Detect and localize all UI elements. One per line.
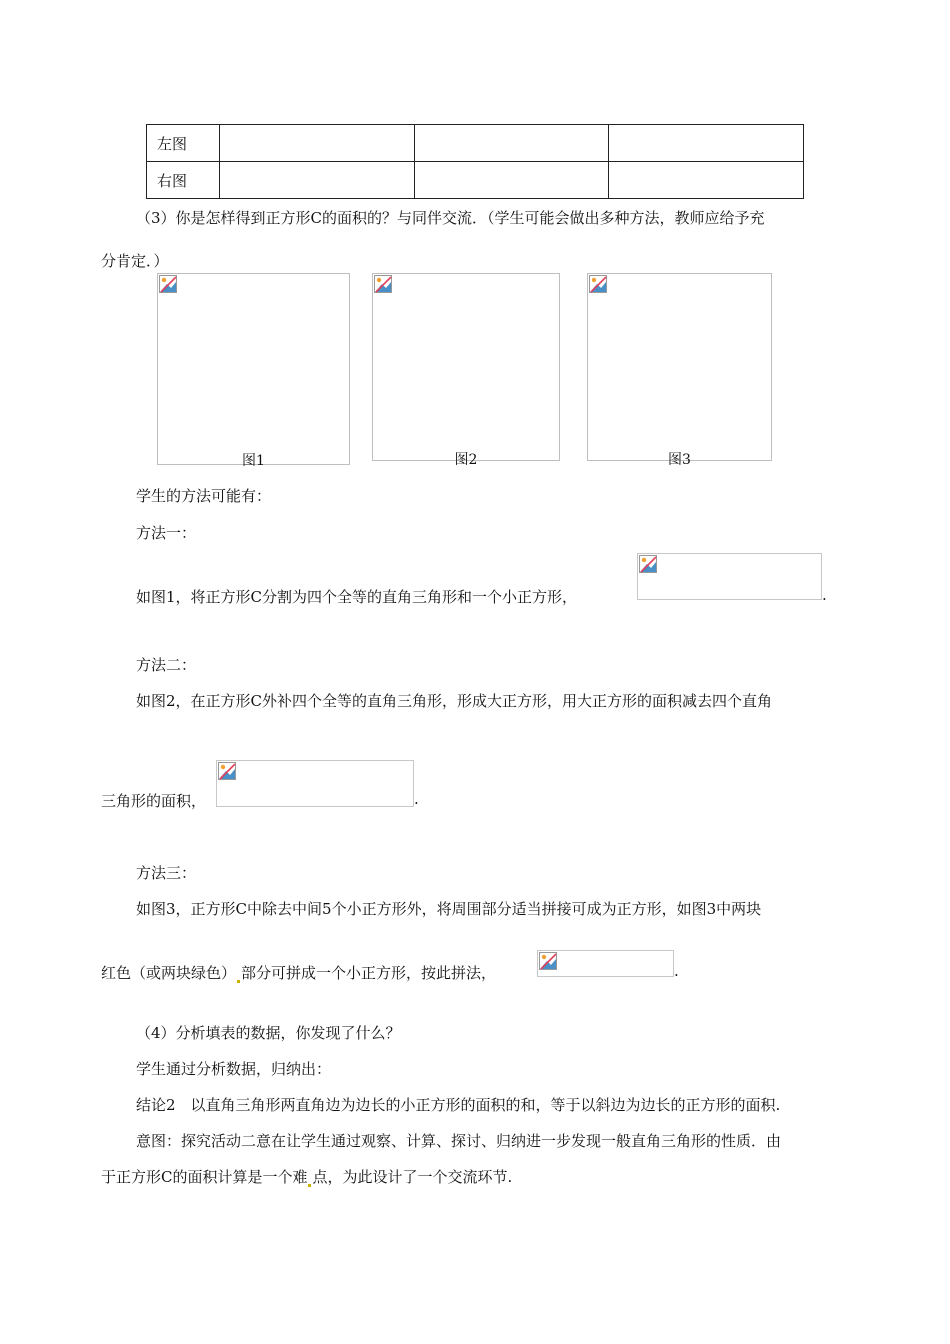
broken-image-icon [374,275,392,293]
figure-3 [587,273,772,468]
formula-image-3 [537,950,674,977]
method2-line2: 三角形的面积， [101,792,207,810]
table-row [147,125,804,162]
method1-period: . [822,586,827,604]
intent-line2 [101,1166,512,1187]
method3-line2-b: 部分可拼成一个小正方形，按此拼法， [241,964,497,982]
intent-line2-b: 点，为此设计了一个交流环节. [312,1168,513,1186]
broken-image-icon [639,555,657,573]
method1-text: 如图1，将正方形C分割为四个全等的直角三角形和一个小正方形， [136,588,578,606]
area-table [146,124,804,199]
table-cell [414,162,609,199]
formula-image-1 [637,553,822,600]
anchor-mark [237,980,240,983]
q4-summary: 学生通过分析数据，归纳出： [136,1060,332,1078]
table-row [147,162,804,199]
method1-title: 方法一： [136,524,197,542]
figure-caption: 图2 [454,452,478,468]
method2-line1: 如图2，在正方形C外补四个全等的直角三角形，形成大正方形，用大正方形的面积减去四个直角 [136,692,773,710]
q3-line2: 分肯定．） [101,252,169,270]
row-label-left: 左图 [147,125,220,162]
table-cell [220,162,415,199]
table-cell [609,125,804,162]
table-cell [414,125,609,162]
method3-period: . [674,962,679,980]
conclusion-2: 结论2 以直角三角形两直角边为边长的小正方形的面积的和，等于以斜边为边长的正方形的面积. [136,1096,781,1114]
broken-image-icon [218,762,236,780]
figure-1 [157,273,350,469]
intent-line2-a: 于正方形C的面积计算是一个难 [101,1168,308,1186]
method3-line1: 如图3，正方形C中除去中间5个小正方形外，将周围部分适当拼接可成为正方形，如图3中两块 [136,900,762,918]
q3-line1: （3）你是怎样得到正方形C的面积的？与同伴交流．（学生可能会做出多种方法，教师应给予充 [136,209,765,227]
broken-image-icon [589,275,607,293]
table-cell [609,162,804,199]
method2-period: . [414,790,419,808]
formula-image-2 [216,760,414,807]
broken-image-icon [159,275,177,293]
methods-intro: 学生的方法可能有： [136,487,272,505]
method2-title: 方法二： [136,656,197,674]
method3-title: 方法三： [136,864,197,882]
broken-image-icon [539,952,557,970]
figure-caption: 图1 [242,453,265,469]
figure-caption: 图3 [668,452,691,468]
figure-2 [372,273,560,468]
method3-line2-a: 红色（或两块绿色） [101,964,237,982]
row-label-right: 右图 [147,162,220,199]
method3-line2 [101,962,496,983]
q4-question: （4）分析填表的数据，你发现了什么？ [136,1024,401,1042]
intent-line1: 意图：探究活动二意在让学生通过观察、计算、探讨、归纳进一步发现一般直角三角形的性质．由 [136,1132,782,1150]
table-cell [220,125,415,162]
